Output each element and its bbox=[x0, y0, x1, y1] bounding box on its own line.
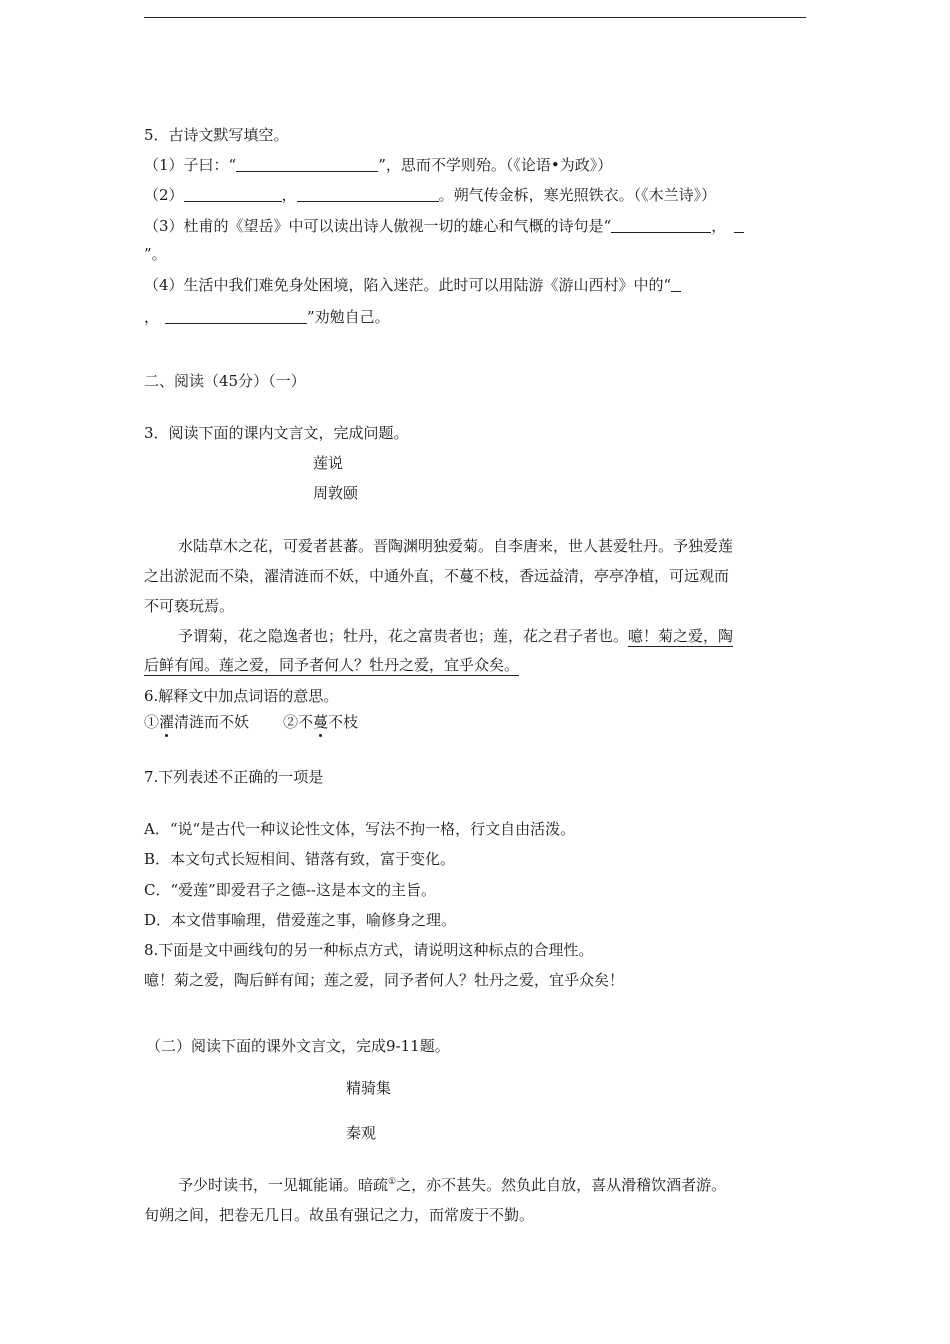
header-rule bbox=[144, 17, 806, 18]
passage-title: 精骑集 bbox=[346, 1079, 392, 1097]
passage-line: 不可亵玩焉。 bbox=[144, 597, 235, 615]
q5-item-3: （3）杜甫的《望岳》中可以读出诗人傲视一切的雄心和气概的诗句是“ ， bbox=[144, 216, 744, 236]
answer-blank[interactable] bbox=[236, 157, 378, 172]
passage-author: 周敦颐 bbox=[313, 484, 359, 502]
q7-option-a[interactable]: A．“说“是古代一种议论性文体，写法不拘一格，行文自由活泼。 bbox=[144, 820, 576, 838]
q7-option-b[interactable]: B．本文句式长短相间、错落有致，富于变化。 bbox=[144, 850, 456, 868]
passage-title: 莲说 bbox=[313, 454, 344, 472]
q5-item-4-cont: ， ”劝勉自己。 bbox=[144, 308, 390, 326]
passage-line: 之出淤泥而不染，濯清涟而不妖，中通外直，不蔓不枝，香远益清，亭亭净植，可远观而 bbox=[144, 567, 730, 585]
passage-line: 予谓菊，花之隐逸者也；牡丹，花之富贵者也；莲，花之君子者也。噫！菊之爱，陶 bbox=[178, 627, 734, 645]
q5-item-1: （1）子曰：“ ”，思而不学则殆。（《论语•为政》） bbox=[144, 156, 613, 174]
footnote-marker: ① bbox=[388, 1177, 397, 1187]
q5-item-4: （4）生活中我们难免身处困境，陷入迷茫。此时可以用陆游《游山西村》中的“ bbox=[144, 275, 681, 295]
answer-blank[interactable] bbox=[734, 218, 744, 233]
part-2-heading: （二）阅读下面的课外文言文，完成9-11题。 bbox=[146, 1037, 450, 1055]
dotted-word: 濯 bbox=[159, 713, 175, 731]
q8-heading: 8.下面是文中画线句的另一种标点方式，请说明这种标点的合理性。 bbox=[144, 941, 594, 959]
passage-line: 旬朔之间，把卷无几日。故虽有强记之力，而常废于不勤。 bbox=[144, 1206, 535, 1224]
q6-items: ①濯清涟而不妖 ②不蔓不枝 bbox=[144, 713, 359, 731]
dotted-word: 蔓 bbox=[313, 713, 329, 731]
answer-blank[interactable] bbox=[165, 309, 307, 324]
passage-line bbox=[144, 655, 519, 675]
answer-blank[interactable] bbox=[184, 187, 282, 202]
q7-option-d[interactable]: D．本文借事喻理，借爱莲之事，喻修身之理。 bbox=[144, 911, 457, 929]
q6-heading: 6.解释文中加点词语的意思。 bbox=[144, 687, 339, 705]
underlined-sentence: 后鲜有闻。莲之爱，同予者何人？牡丹之爱，宜乎众矣。 bbox=[144, 656, 520, 674]
q5-item-2: （2） ， 。朔气传金柝，寒光照铁衣。（《木兰诗》） bbox=[144, 186, 717, 204]
answer-blank[interactable] bbox=[297, 187, 439, 202]
passage-line: 水陆草木之花，可爱者甚蕃。晋陶渊明独爱菊。自李唐来，世人甚爱牡丹。予独爱莲 bbox=[178, 537, 734, 555]
passage-line: 予少时读书，一见辄能诵。暗疏①之，亦不甚失。然负此自放，喜从滑稽饮酒者游。 bbox=[178, 1176, 727, 1194]
q8-text: 噫！菊之爱，陶后鲜有闻；莲之爱，同予者何人？牡丹之爱，宜乎众矣！ bbox=[144, 971, 625, 989]
passage-author: 秦观 bbox=[346, 1124, 377, 1142]
q7-heading: 7.下列表述不正确的一项是 bbox=[144, 768, 324, 786]
q5-heading: 5．古诗文默写填空。 bbox=[144, 126, 289, 144]
answer-blank[interactable] bbox=[671, 277, 681, 292]
q5-item-3-end: ”。 bbox=[144, 245, 167, 263]
q3-heading: 3．阅读下面的课内文言文，完成问题。 bbox=[144, 424, 409, 442]
section-2-heading: 二、阅读（45分）（一） bbox=[144, 372, 306, 390]
q7-option-c[interactable]: C．“爱莲”即爱君子之德--这是本文的主旨。 bbox=[144, 881, 436, 899]
answer-blank[interactable] bbox=[611, 218, 711, 233]
underlined-sentence: 噫！菊之爱，陶 bbox=[628, 627, 734, 645]
